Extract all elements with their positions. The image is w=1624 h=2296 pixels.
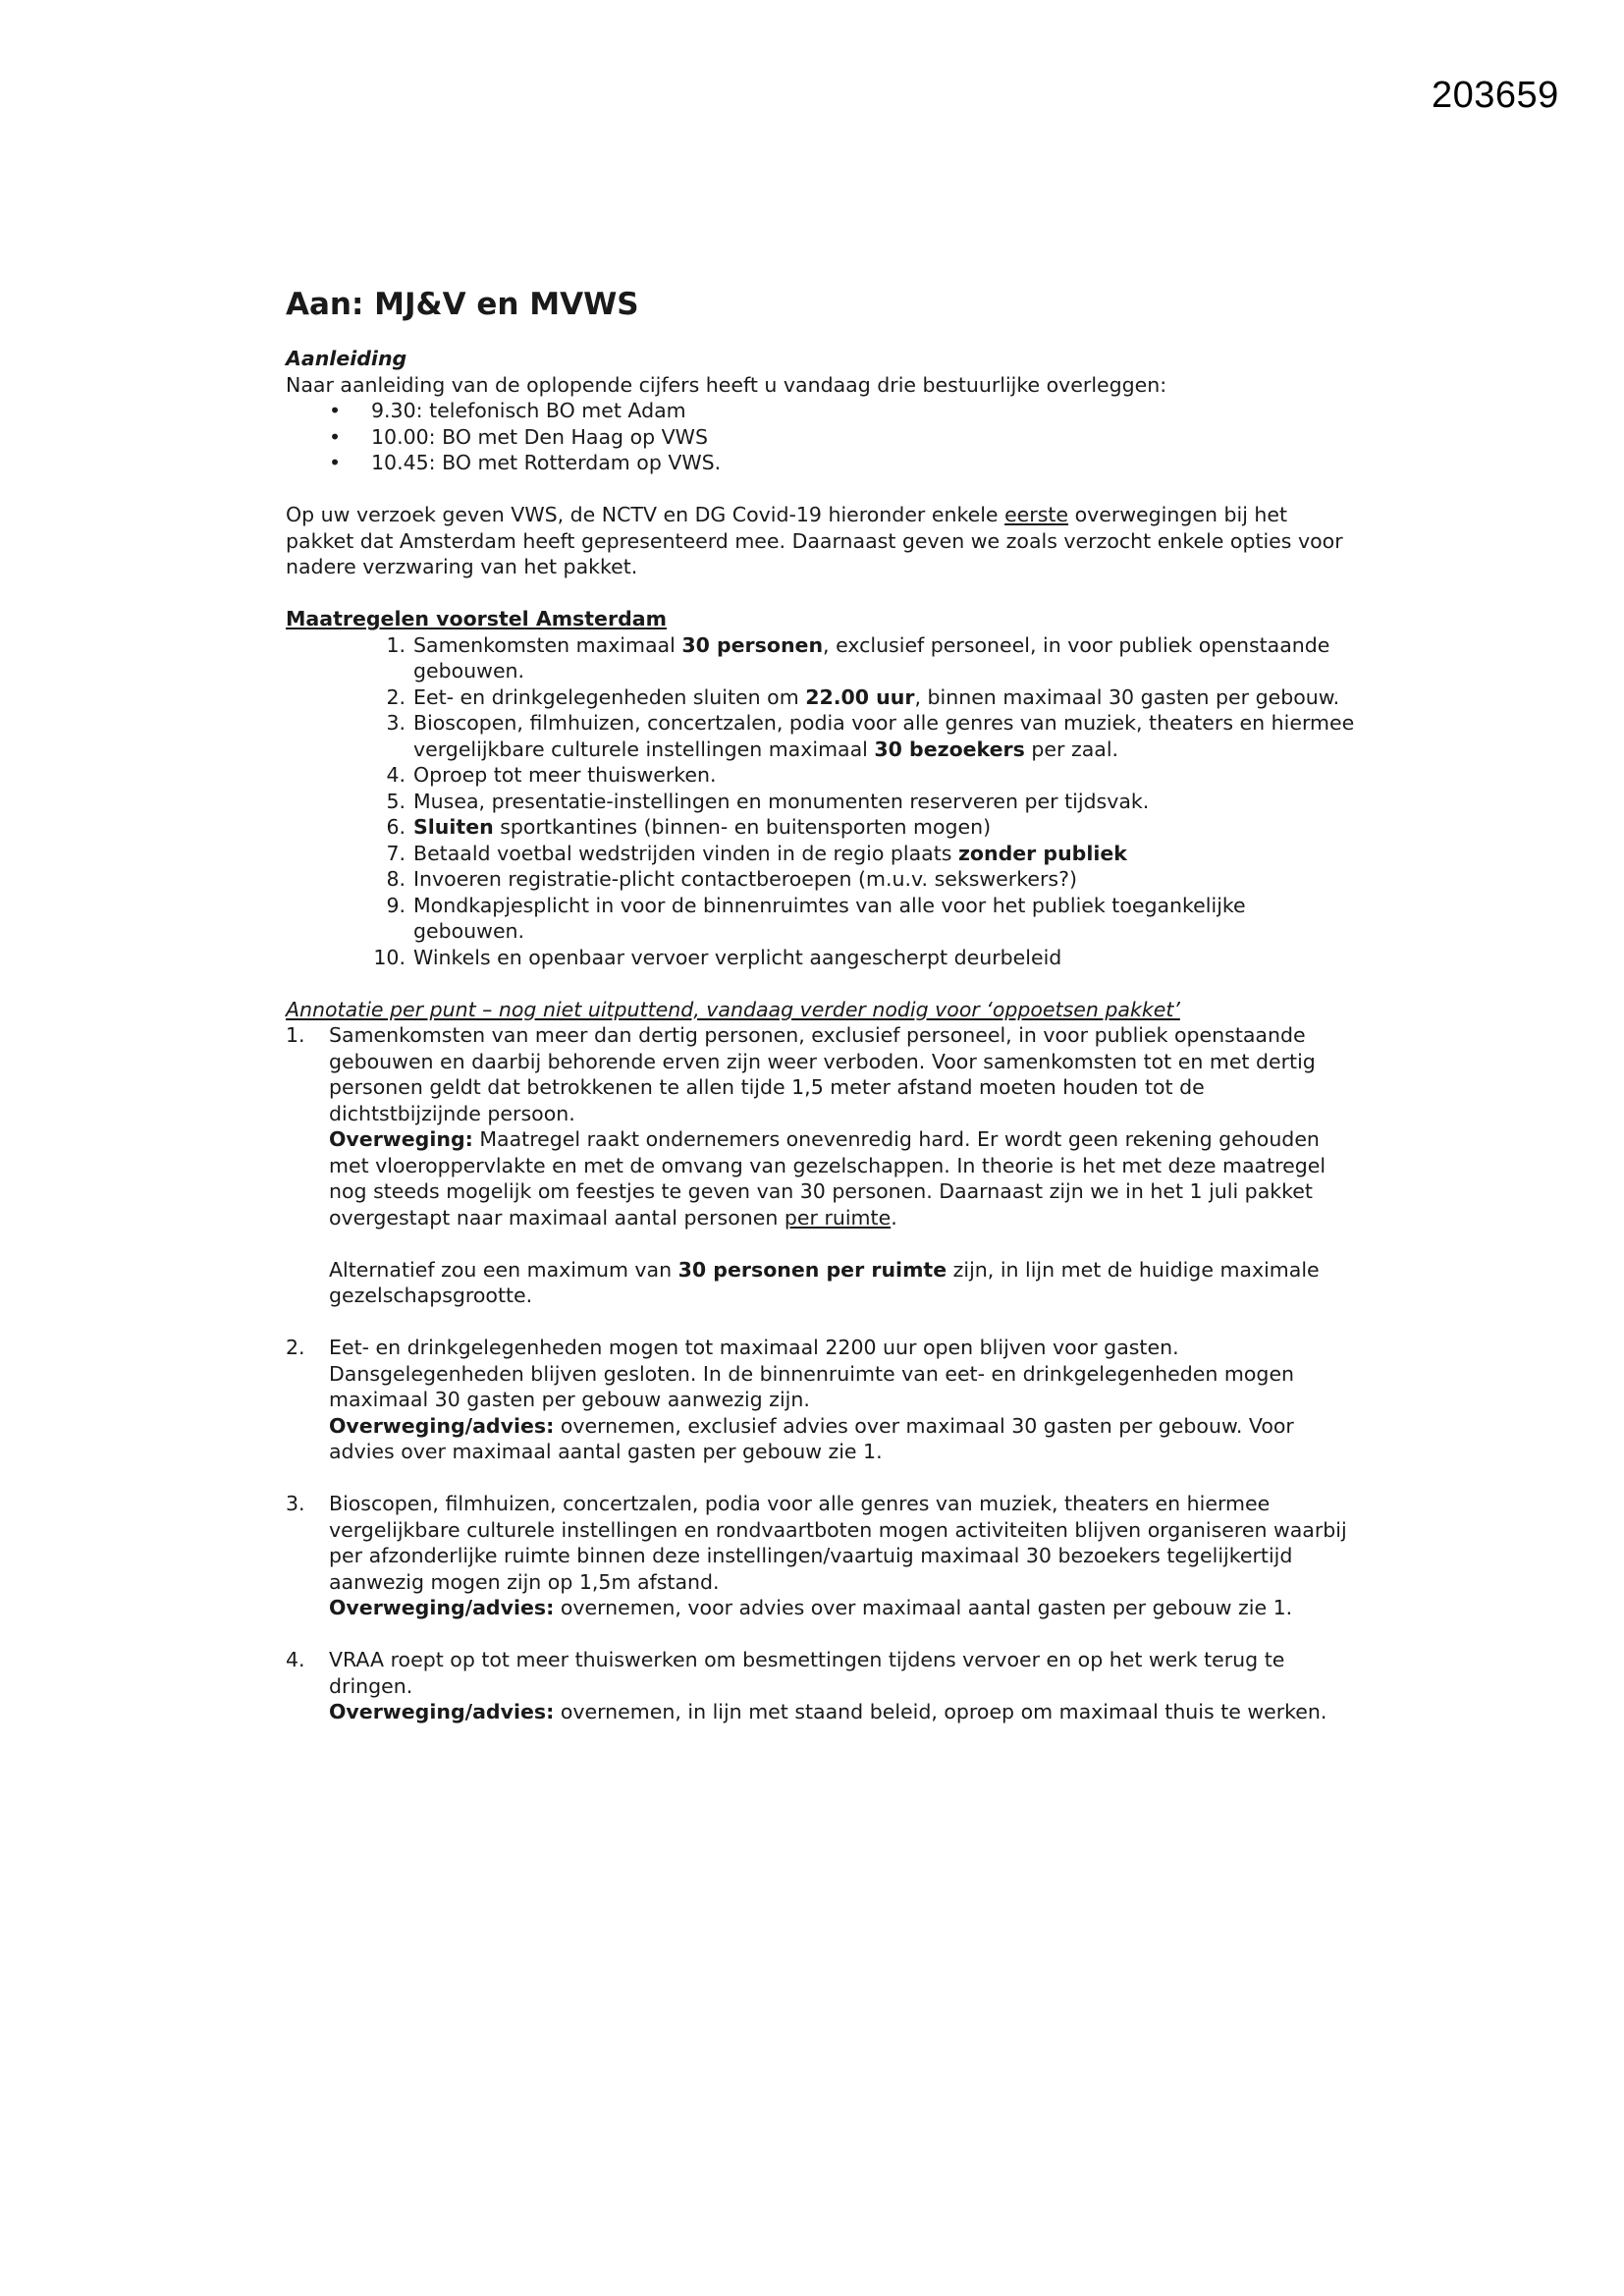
page-title: Aan: MJ&V en MVWS xyxy=(286,287,639,322)
bullet-icon: • xyxy=(329,451,342,474)
measure-text: Oproep tot meer thuiswerken. xyxy=(413,763,717,787)
list-number: 4. xyxy=(386,763,406,787)
list-item-text: 9.30: telefonisch BO met Adam xyxy=(371,399,686,422)
list-item xyxy=(286,841,1356,867)
aanleiding-paragraph xyxy=(286,502,1356,580)
list-item xyxy=(286,398,1356,424)
measure-text: Betaald voetbal wedstrijden vinden in de regio plaats xyxy=(413,841,958,865)
advice-text: overnemen, in lijn met staand beleid, oproep om maximaal thuis te werken. xyxy=(554,1700,1327,1723)
measure-text: Winkels en openbaar vervoer verplicht aangescherpt deurbeleid xyxy=(413,945,1062,969)
advice-text: overnemen, voor advies over maximaal aantal gasten per gebouw zie 1. xyxy=(554,1596,1293,1619)
list-number: 10. xyxy=(373,945,406,969)
list-item xyxy=(286,866,1356,893)
list-item xyxy=(286,632,1356,684)
list-number: 2. xyxy=(386,684,406,709)
annotation-text: Eet- en drinkgelegenheden mogen tot maximaal 2200 uur open blijven voor gasten. Dansgelegenheden blijven gesloten. In de binnenruimte van eet- en drinkgelegenheden mogen maximaal 30 gasten per gebouw aanwezig zijn. xyxy=(329,1336,1295,1411)
list-number: 5. xyxy=(386,789,406,813)
measure-emphasis: 22.00 uur xyxy=(805,684,915,709)
list-item xyxy=(286,945,1356,971)
annotation-alternative xyxy=(329,1257,1356,1309)
paragraph-text: Op uw verzoek geven VWS, de NCTV en DG Covid-19 hieronder enkele xyxy=(286,503,1005,526)
list-item xyxy=(286,1022,1356,1335)
advice-text: overnemen, exclusief advies over maximaal 30 gasten per gebouw. Voor advies over maximaal aantal gasten per gebouw zie 1. xyxy=(329,1413,1294,1463)
list-number: 1. xyxy=(286,1023,305,1047)
measure-text: , binnen maximaal 30 gasten per gebouw. xyxy=(914,684,1340,709)
advice-label: Overweging/advies: xyxy=(329,1596,555,1619)
consideration-text: . xyxy=(891,1205,897,1230)
measure-emphasis: zonder publiek xyxy=(957,841,1127,865)
list-number: 7. xyxy=(386,841,406,865)
alternative-text: zijn, in lijn met de huidige maximale gezelschapsgrootte. xyxy=(329,1257,1320,1307)
section-annotatie xyxy=(286,997,1356,1725)
list-item xyxy=(286,814,1356,841)
list-item-text: 10.45: BO met Rotterdam op VWS. xyxy=(371,451,722,474)
measure-emphasis: 30 personen xyxy=(681,632,824,657)
list-item xyxy=(286,424,1356,451)
paragraph-text: overwegingen bij het pakket dat Amsterdam heeft gepresenteerd mee. Daarnaast geven we zoals verzocht enkele opties voor nadere verzwaring van het pakket. xyxy=(286,503,1343,578)
measure-text: Bioscopen, filmhuizen, concertzalen, podia voor alle genres van muziek, theaters en hiermee vergelijkbare culturele instellingen maximaal xyxy=(413,711,1355,761)
list-number: 9. xyxy=(386,893,406,917)
meeting-list xyxy=(286,398,1356,476)
emphasis-text: per ruimte xyxy=(784,1205,892,1230)
list-number: 6. xyxy=(386,815,406,839)
aanleiding-heading: Aanleiding xyxy=(286,347,407,370)
list-number: 8. xyxy=(386,867,406,891)
measure-text: Samenkomsten maximaal xyxy=(413,632,682,657)
measure-text: sportkantines (binnen- en buitensporten mogen) xyxy=(493,815,992,839)
annotation-consideration xyxy=(329,1126,1356,1230)
list-number: 3. xyxy=(286,1492,305,1515)
list-item xyxy=(286,1335,1356,1491)
list-item xyxy=(286,1491,1356,1647)
annotatie-heading: Annotatie per punt – nog niet uitputtend, vandaag verder nodig voor ‘oppoetsen pakket’ xyxy=(286,997,1180,1021)
annotation-text: Bioscopen, filmhuizen, concertzalen, podia voor alle genres van muziek, theaters en hiermee vergelijkbare culturele instellingen en rondvaartboten mogen activiteiten blijven organiseren waarbij per afzonderlijke ruimte binnen deze instellingen/vaartuig maximaal 30 bezoekers tegelijkertijd aanwezig mogen zijn op 1,5m afstand. xyxy=(329,1492,1347,1594)
emphasis-text: eerste xyxy=(1004,503,1069,526)
section-aanleiding xyxy=(286,346,1356,580)
annotation-advice xyxy=(329,1699,1356,1725)
measure-emphasis: Sluiten xyxy=(413,815,494,839)
list-number: 4. xyxy=(286,1648,305,1671)
list-number: 2. xyxy=(286,1336,305,1359)
measure-text: , exclusief personeel, in voor publiek openstaande gebouwen. xyxy=(413,632,1330,683)
measure-list xyxy=(286,632,1356,971)
list-number: 3. xyxy=(386,711,406,735)
list-item xyxy=(286,893,1356,945)
document-number: 203659 xyxy=(1432,75,1559,116)
advice-label: Overweging/advies: xyxy=(329,1413,555,1438)
alternative-text: Alternatief zou een maximum van xyxy=(329,1257,678,1282)
measure-emphasis: 30 bezoekers xyxy=(874,737,1025,761)
list-number: 1. xyxy=(386,632,406,657)
measure-text: Invoeren registratie-plicht contactberoepen (m.u.v. sekswerkers?) xyxy=(413,867,1077,891)
bullet-icon: • xyxy=(329,424,342,449)
annotation-advice xyxy=(329,1595,1356,1621)
annotation-list xyxy=(286,1022,1356,1725)
annotation-advice xyxy=(329,1413,1356,1465)
advice-label: Overweging/advies: xyxy=(329,1700,555,1723)
list-item xyxy=(286,710,1356,762)
consideration-text: Maatregel raakt ondernemers onevenredig hard. Er wordt geen rekening gehouden met vloeroppervlakte en met de omvang van gezelschappen. In theorie is het met deze maatregel nog steeds mogelijk om feestjes te geven van 30 personen. Daarnaast zijn we in het 1 juli pakket overgestapt naar maximaal aantal personen xyxy=(329,1127,1326,1230)
maatregelen-heading: Maatregelen voorstel Amsterdam xyxy=(286,607,667,630)
list-item-text: 10.00: BO met Den Haag op VWS xyxy=(371,424,708,449)
section-maatregelen xyxy=(286,606,1356,970)
list-item xyxy=(286,1647,1356,1725)
measure-text: Mondkapjesplicht in voor de binnenruimtes van alle voor het publiek toegankelijke gebouwen. xyxy=(413,893,1246,943)
annotation-text: Samenkomsten van meer dan dertig personen, exclusief personeel, in voor publiek openstaande gebouwen en daarbij behorende erven zijn weer verboden. Voor samenkomsten tot en met dertig personen geldt dat betrokkenen te allen tijde 1,5 meter afstand moeten houden tot de dichtstbijzijnde persoon. xyxy=(329,1023,1316,1125)
list-item xyxy=(286,450,1356,476)
document-body xyxy=(286,285,1356,1725)
measure-text: Musea, presentatie-instellingen en monumenten reserveren per tijdsvak. xyxy=(413,789,1150,813)
measure-text: Eet- en drinkgelegenheden sluiten om xyxy=(413,684,806,709)
consideration-label: Overweging: xyxy=(329,1127,473,1151)
list-item xyxy=(286,684,1356,711)
list-item xyxy=(286,789,1356,815)
measure-text: per zaal. xyxy=(1024,737,1119,761)
alternative-emphasis: 30 personen per ruimte xyxy=(677,1257,947,1282)
list-item xyxy=(286,762,1356,789)
aanleiding-intro: Naar aanleiding van de oplopende cijfers heeft u vandaag drie bestuurlijke overleggen: xyxy=(286,372,1167,397)
annotation-text: VRAA roept op tot meer thuiswerken om besmettingen tijdens vervoer en op het werk terug te dringen. xyxy=(329,1648,1285,1698)
bullet-icon: • xyxy=(329,399,342,422)
